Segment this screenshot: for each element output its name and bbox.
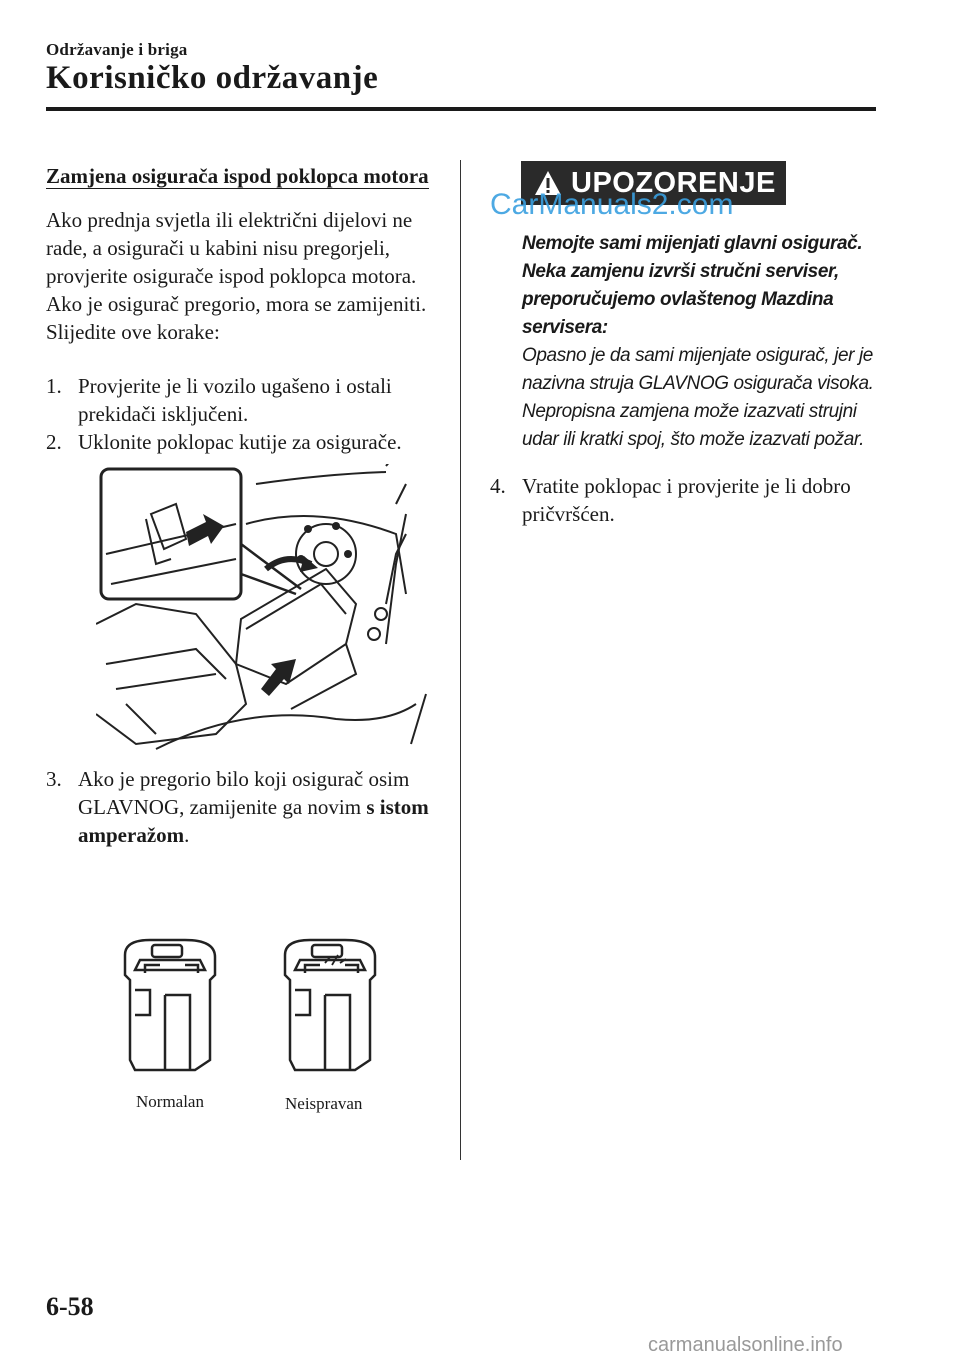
fuse-label-normal: Normalan bbox=[136, 1092, 204, 1111]
section-subtitle: Održavanje i briga bbox=[46, 40, 188, 59]
watermark: CarManuals2.com bbox=[490, 188, 734, 221]
page-number: 6-58 bbox=[46, 1292, 94, 1321]
footer-site: carmanualsonline.info bbox=[648, 1334, 843, 1356]
warning-label: UPOZORENJE bbox=[571, 166, 776, 199]
warning-text: Opasno je da sami mijenjate osigurač, jer je nazivna struja GLAVNOG osigurača visoka. Nepropisna zamjena može izazvati strujni udar ili kratki spoj, što može izazvati požar. bbox=[522, 345, 874, 450]
fuse-faulty bbox=[285, 940, 375, 1070]
intro-paragraph-2: Ako je osigurač pregorio, mora se zamijeniti. Slijedite ove korake: bbox=[46, 292, 427, 344]
step-2: 2. Uklonite poklopac kutije za osigurače. bbox=[46, 430, 402, 454]
warning-bold-text: Nemojte sami mijenjati glavni osigurač. Neka zamjenu izvrši stručni serviser, preporučujemo ovlaštenog Mazdina servisera: bbox=[522, 233, 863, 338]
page-title: Korisničko održavanje bbox=[46, 60, 379, 96]
fuse-box-cover-illustration bbox=[96, 464, 436, 754]
fuse-normal bbox=[125, 940, 215, 1070]
steps-list bbox=[46, 372, 441, 849]
intro-paragraph: Ako prednja svjetla ili električni dijelovi ne rade, a osigurači u kabini nisu pregorjeli, provjerite osigurače ispod poklopca motora. bbox=[46, 208, 417, 288]
column-divider bbox=[460, 160, 461, 1160]
header-rule bbox=[46, 107, 876, 111]
step-1: 1. Provjerite je li vozilo ugašeno i ostali prekidači isključeni. bbox=[46, 374, 392, 426]
step-3: 3. Ako je pregorio bilo koji osigurač osim GLAVNOG, zamijenite ga novim s istom amperažom. bbox=[46, 767, 429, 847]
left-column bbox=[46, 160, 441, 849]
section-heading: Zamjena osigurača ispod poklopca motora bbox=[46, 164, 429, 188]
warning-body bbox=[522, 230, 892, 454]
fuse-label-faulty: Neispravan bbox=[285, 1094, 363, 1113]
step-4: 4. Vratite poklopac i provjerite je li dobro pričvršćen. bbox=[490, 474, 851, 526]
